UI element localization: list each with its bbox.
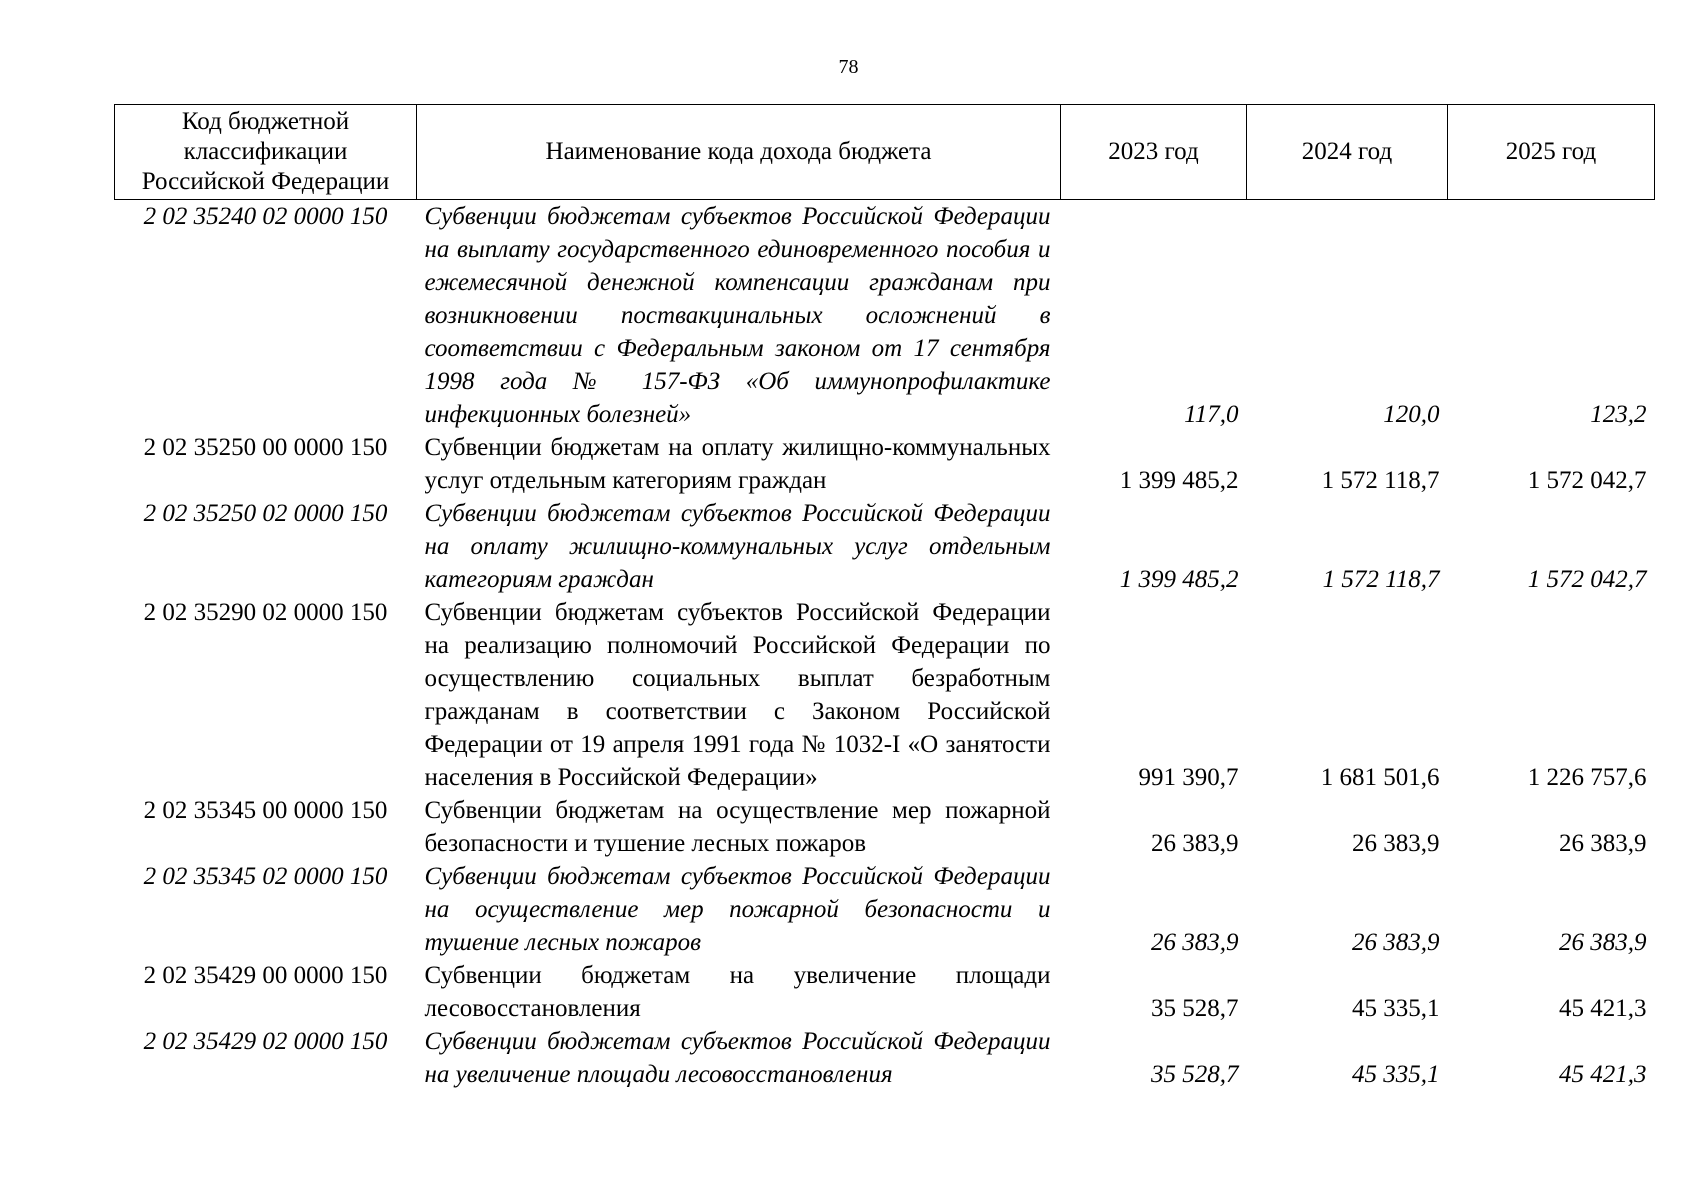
- revenue-name-cell: Субвенции бюджетам субъектов Российской Федерации на оплату жилищно-коммунальных услуг отдельным категориям граждан: [424, 500, 1051, 593]
- amount-2025-cell: 26 383,9: [1559, 929, 1647, 956]
- amount-2023-cell: 1 399 485,2: [1119, 467, 1239, 494]
- header-2025: 2025 год: [1448, 105, 1655, 200]
- revenue-name-cell: Субвенции бюджетам субъектов Российской Федерации на реализацию полномочий Российской Федерации по осуществлению социальных выплат безработным гражданам в соответствии с Законом Российской Федерации от 19 апреля 1991 года № 1032-I «О занятости населения в Российской Федерации»: [424, 599, 1051, 791]
- table-row: [115, 497, 1655, 596]
- amount-2023-cell: 26 383,9: [1151, 929, 1239, 956]
- header-name: Наименование кода дохода бюджета: [417, 105, 1061, 200]
- amount-2025-cell: 45 421,3: [1559, 995, 1647, 1022]
- amount-2024-cell: 45 335,1: [1352, 995, 1440, 1022]
- amount-2023-cell: 117,0: [1184, 401, 1239, 428]
- table-row: [115, 794, 1655, 860]
- budget-code-cell: 2 02 35240 02 0000 150: [143, 203, 388, 230]
- header-row: [115, 105, 1655, 200]
- budget-code-cell: 2 02 35290 02 0000 150: [143, 599, 388, 626]
- amount-2025-cell: 45 421,3: [1559, 1061, 1647, 1088]
- header-code: Код бюджетной классификации Российской Федерации: [115, 105, 417, 200]
- budget-code-cell: 2 02 35250 00 0000 150: [143, 434, 388, 461]
- amount-2025-cell: 1 572 042,7: [1527, 467, 1647, 494]
- amount-2023-cell: 991 390,7: [1138, 764, 1239, 791]
- amount-2024-cell: 45 335,1: [1352, 1061, 1440, 1088]
- table-row: [115, 596, 1655, 794]
- amount-2025-cell: 26 383,9: [1559, 830, 1647, 857]
- amount-2025-cell: 123,2: [1590, 401, 1647, 428]
- revenue-name-cell: Субвенции бюджетам на оплату жилищно-коммунальных услуг отдельным категориям граждан: [424, 434, 1051, 494]
- amount-2024-cell: 26 383,9: [1352, 830, 1440, 857]
- amount-2023-cell: 26 383,9: [1151, 830, 1239, 857]
- revenue-name-cell: Субвенции бюджетам на осуществление мер пожарной безопасности и тушение лесных пожаров: [424, 797, 1051, 857]
- table-row: [115, 959, 1655, 1025]
- budget-code-cell: 2 02 35429 02 0000 150: [143, 1028, 388, 1055]
- table-row: [115, 200, 1655, 432]
- amount-2024-cell: 26 383,9: [1352, 929, 1440, 956]
- budget-code-cell: 2 02 35429 00 0000 150: [143, 962, 388, 989]
- revenue-name-cell: Субвенции бюджетам субъектов Российской Федерации на увеличение площади лесовосстановления: [424, 1028, 1051, 1088]
- amount-2024-cell: 1 572 118,7: [1322, 566, 1440, 593]
- budget-code-cell: 2 02 35345 02 0000 150: [143, 863, 388, 890]
- header-2023: 2023 год: [1061, 105, 1247, 200]
- amount-2023-cell: 35 528,7: [1151, 995, 1239, 1022]
- table-body: [115, 200, 1655, 1092]
- amount-2023-cell: 35 528,7: [1151, 1061, 1239, 1088]
- revenue-name-cell: Субвенции бюджетам на увеличение площади лесовосстановления: [424, 962, 1051, 1022]
- amount-2024-cell: 1 681 501,6: [1320, 764, 1440, 791]
- table-header: [115, 105, 1655, 200]
- amount-2025-cell: 1 226 757,6: [1527, 764, 1647, 791]
- budget-code-cell: 2 02 35345 00 0000 150: [143, 797, 388, 824]
- amount-2024-cell: 1 572 118,7: [1321, 467, 1440, 494]
- table-row: [115, 431, 1655, 497]
- budget-revenue-table: [114, 104, 1655, 1091]
- amount-2025-cell: 1 572 042,7: [1527, 566, 1647, 593]
- header-2024: 2024 год: [1247, 105, 1448, 200]
- amount-2024-cell: 120,0: [1383, 401, 1440, 428]
- amount-2023-cell: 1 399 485,2: [1119, 566, 1239, 593]
- revenue-name-cell: Субвенции бюджетам субъектов Российской Федерации на выплату государственного единовременного пособия и ежемесячной денежной компенсации гражданам при возникновении поствакцинальных осложнений в соответствии с Федеральным законом от 17 сентября 1998 года № 157-ФЗ «Об иммунопрофилактике инфекционных болезней»: [424, 203, 1051, 428]
- table-row: [115, 860, 1655, 959]
- page-number: 78: [838, 56, 859, 78]
- table-row: [115, 1025, 1655, 1091]
- budget-code-cell: 2 02 35250 02 0000 150: [143, 500, 388, 527]
- revenue-name-cell: Субвенции бюджетам субъектов Российской Федерации на осуществление мер пожарной безопасности и тушение лесных пожаров: [424, 863, 1051, 956]
